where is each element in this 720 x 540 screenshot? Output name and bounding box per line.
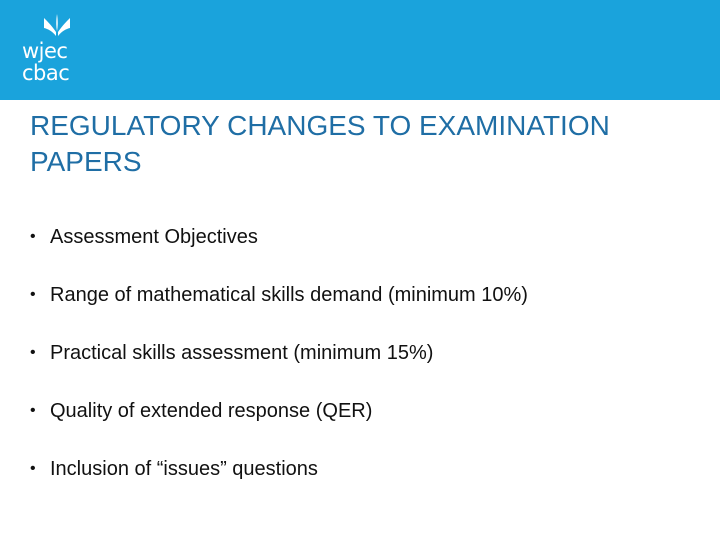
bullet-list (30, 208, 690, 498)
bullet-text: Quality of extended response (QER) (50, 399, 373, 422)
bullet-dot-icon: • (30, 402, 36, 419)
bullet-text: Assessment Objectives (50, 225, 258, 248)
wjec-cbac-logo (22, 14, 92, 84)
bullet-dot-icon: • (30, 228, 36, 245)
header-bar (0, 0, 720, 100)
bullet-item (30, 382, 690, 440)
bullet-item (30, 266, 690, 324)
bullet-text: Practical skills assessment (minimum 15%) (50, 341, 434, 364)
bullet-text: Inclusion of “issues” questions (50, 457, 318, 480)
bullet-item (30, 440, 690, 498)
bullet-dot-icon: • (30, 460, 36, 477)
bullet-item (30, 324, 690, 382)
bullet-dot-icon: • (30, 286, 36, 303)
bullet-dot-icon: • (30, 344, 36, 361)
logo-text-wjec: wjec (22, 39, 68, 63)
logo-text-cbac: cbac (22, 61, 70, 85)
bullet-text: Range of mathematical skills demand (minimum 10%) (50, 283, 528, 306)
bullet-item (30, 208, 690, 266)
slide-title: REGULATORY CHANGES TO EXAMINATION PAPERS (30, 110, 610, 177)
book-icon (22, 14, 92, 40)
